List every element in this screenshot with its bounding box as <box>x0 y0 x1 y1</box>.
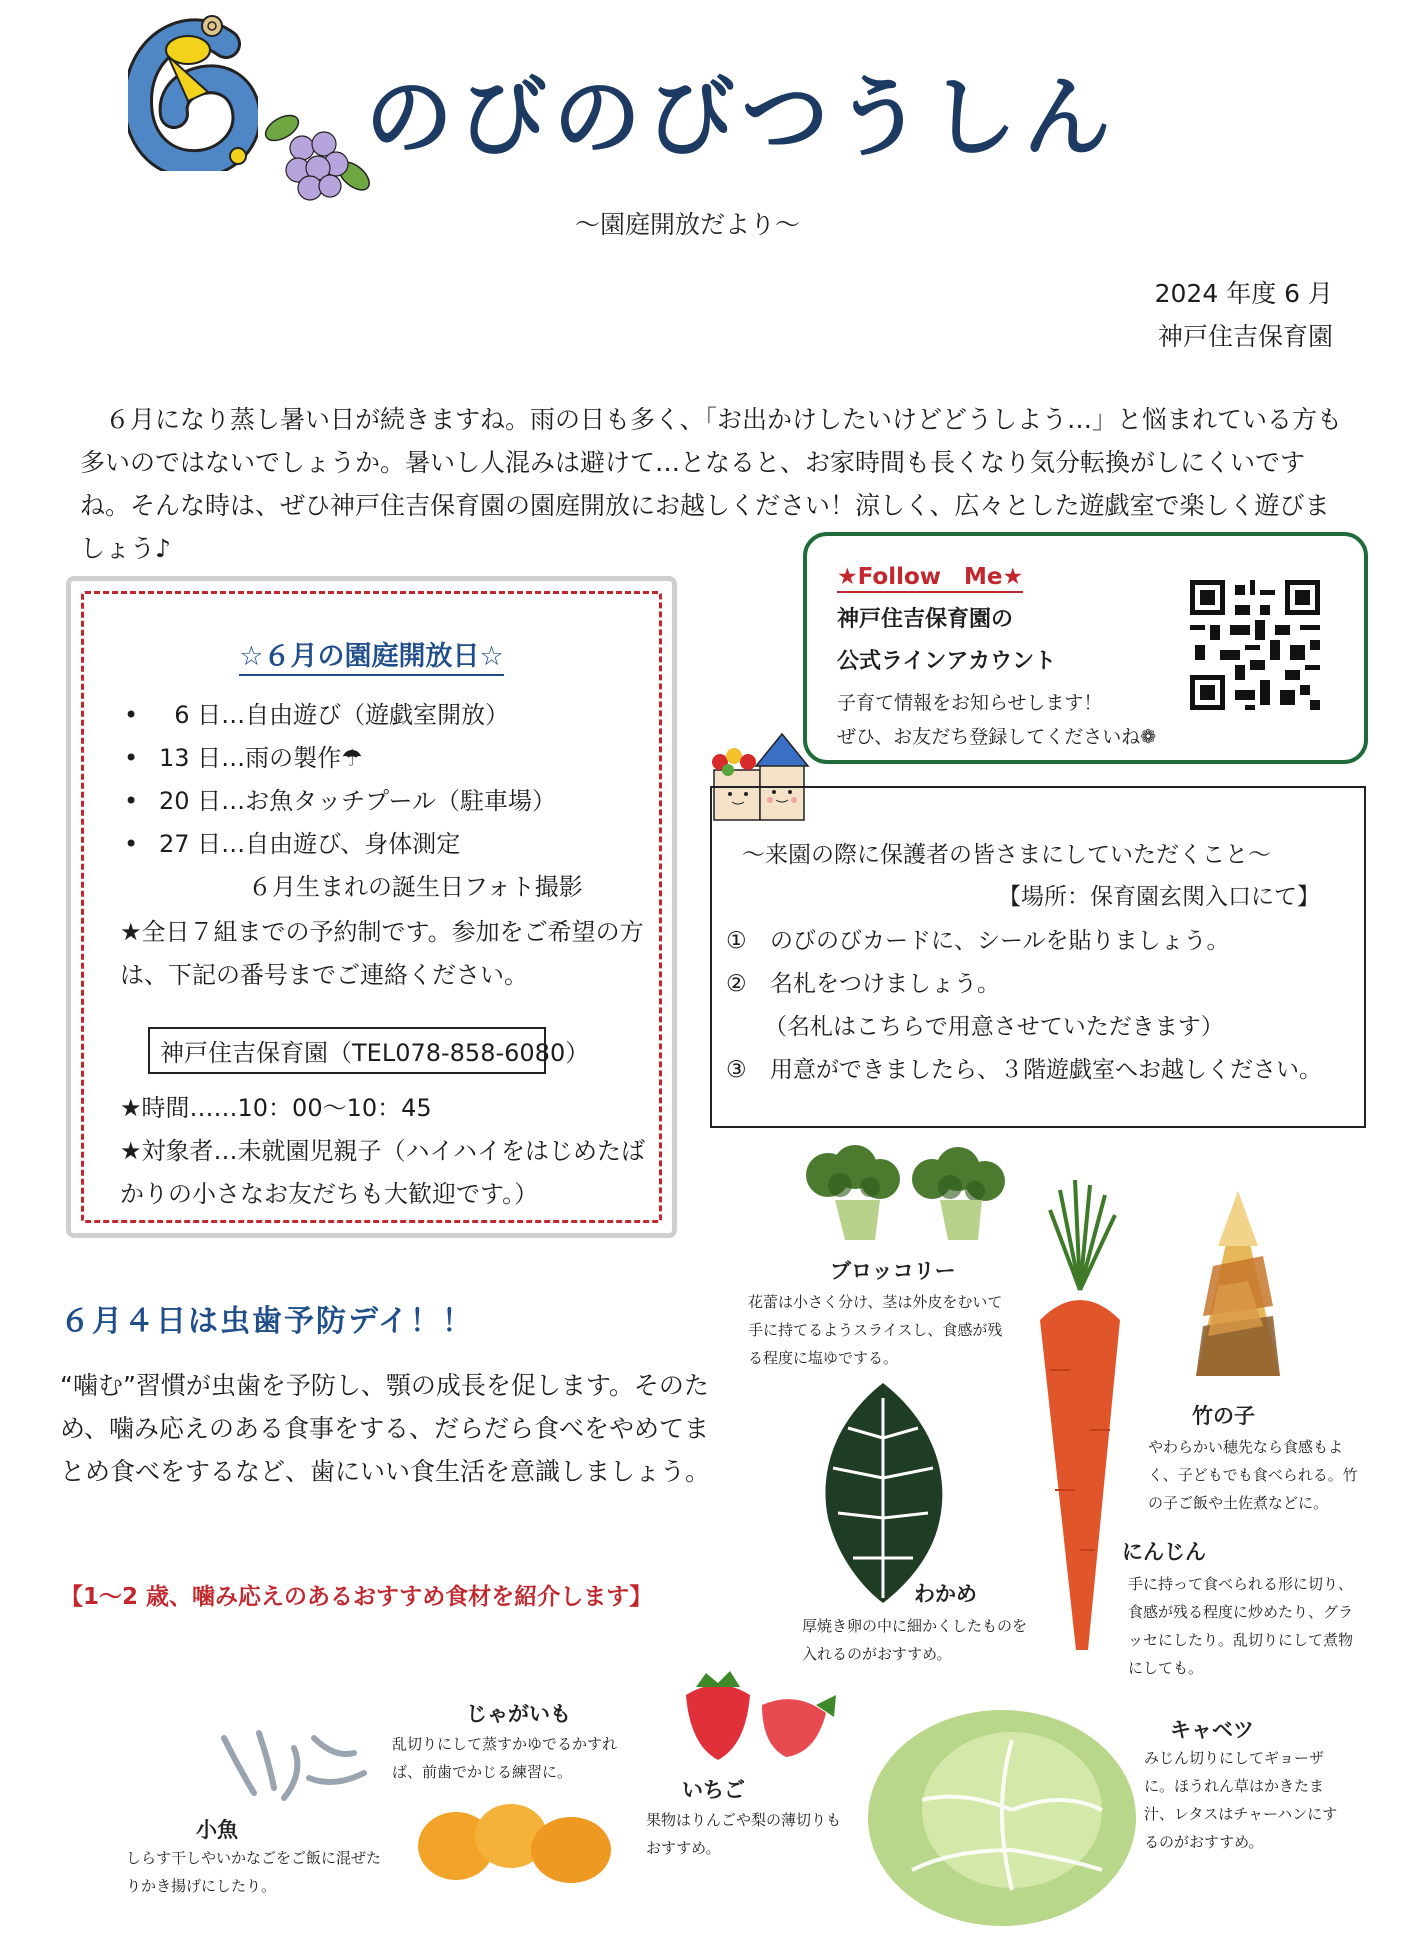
time-info: ★時間……10：00～10：45 <box>120 1094 432 1122</box>
food-name-strawberry: いちご <box>682 1778 745 1802</box>
food-name-cabbage: キャベツ <box>1170 1718 1254 1742</box>
food-desc-fish: しらす干しやいかなごをご飯に混ぜたりかき揚げにしたり。 <box>126 1849 382 1895</box>
guidelines-place: 【場所：保育園玄関入口にて】 <box>998 884 1320 910</box>
snail-six-illustration <box>128 6 258 171</box>
follow-line4: ぜひ、お友だち登録してくださいね❁ <box>837 726 1157 748</box>
schedule-item: • 20 日…お魚タッチプール（駐車場） <box>124 787 556 815</box>
schedule-item: • 6 日…自由遊び（遊戯室開放） <box>124 701 510 729</box>
schedule-item: • 13 日…雨の製作☂ <box>124 744 363 772</box>
qr-code-icon[interactable] <box>1190 580 1320 710</box>
issue-date-org <box>1155 272 1333 358</box>
guideline-item: ① のびのびカードに、シールを貼りましょう。 <box>726 928 1230 954</box>
food-desc-carrot: 手に持って食べられる形に切り、食感が残る程度に炒めたり、グラッセにしたり。乱切りにして煮物にしても。 <box>1128 1575 1354 1677</box>
broccoli-illustration <box>800 1145 1010 1250</box>
food-name-bamboo: 竹の子 <box>1192 1404 1255 1428</box>
guidelines-box <box>710 786 1366 1128</box>
food-desc-cabbage: みじん切りにしてギョーザに。ほうれん草はかきたま汁、レタスはチャーハンにするのがおすすめ。 <box>1144 1749 1338 1851</box>
strawberry-illustration <box>676 1665 846 1765</box>
food-desc-bamboo: やわらかい穂先なら食感もよく、子どもでも食べられる。竹の子ご飯や土佐煮などに。 <box>1148 1438 1358 1512</box>
food-name-carrot: にんじん <box>1122 1540 1206 1564</box>
issue-date: 2024 年度 6 月 <box>1154 279 1333 308</box>
cavity-day-text: “噛む”習慣が虫歯を予防し、顎の成長を促します。そのため、噛み応えのある食事をする、だらだら食べをやめてまとめ食べをするなど、歯にいい食生活を意識しましょう。 <box>60 1371 711 1486</box>
food-desc-wakame: 厚焼き卵の中に細かくしたものを入れるのがおすすめ。 <box>802 1617 1028 1663</box>
newsletter-title: のびのびつうしん <box>365 66 1118 169</box>
potato-illustration <box>416 1798 616 1888</box>
schedule-item: • 27 日…自由遊び、身体測定 <box>124 830 461 858</box>
schedule-title: ☆６月の園庭開放日☆ <box>84 634 659 673</box>
intro-paragraph: ６月になり蒸し暑い日が続きますね。雨の日も多く、「お出かけしたいけどどうしよう…」と悩まれている方も多いのではないでしょうか。暑いし人混みは避けて…となると、お家時間も長くなり気分転換がしにくいですね。そんな時は、ぜひ神戸住吉保育園の園庭開放にお越しください！涼しく、広々とした遊戯室で楽しく遊びましょう♪ <box>80 405 1343 563</box>
time-target-info <box>120 1087 660 1216</box>
food-name-wakame: わかめ <box>914 1582 977 1606</box>
cabbage-illustration <box>862 1700 1142 1930</box>
fish-illustration <box>214 1718 374 1808</box>
schedule-item-sub: ６月生まれの誕生日フォト撮影 <box>248 873 583 901</box>
schedule-list <box>114 694 654 909</box>
guideline-item: ② 名札をつけましょう。 <box>726 971 1000 997</box>
schedule-box <box>66 576 677 1238</box>
food-desc-broccoli: 花蕾は小さく分け、茎は外皮をむいて手に持てるようスライスし、食感が残る程度に塩ゆでする。 <box>748 1293 1003 1367</box>
phone-contact: 神戸住吉保育園（TEL078-858-6080） <box>148 1027 546 1074</box>
guideline-note: （名札はこちらで用意させていただきます） <box>764 1014 1224 1040</box>
target-info: ★対象者…未就園児親子（ハイハイをはじめたばかりの小さなお友だちも大歓迎です。） <box>120 1137 646 1208</box>
food-desc-potato: 乱切りにして蒸すかゆでるかすれば、前歯でかじる練習に。 <box>392 1735 618 1781</box>
follow-line3: 子育て情報をお知らせします！ <box>837 692 1103 714</box>
wakame-illustration <box>808 1378 958 1608</box>
schedule-inner-border <box>81 591 662 1223</box>
recommend-foods-title: 【1～2 歳、噛み応えのあるおすすめ食材を紹介します】 <box>60 1584 653 1610</box>
follow-line1: 神戸住吉保育園の <box>837 607 1014 632</box>
line-follow-box <box>803 532 1368 764</box>
guidelines-title: ～来園の際に保護者の皆さまにしていただくこと～ <box>742 842 1271 868</box>
food-name-potato: じゃがいも <box>466 1702 571 1726</box>
reservation-note: ★全日７組までの予約制です。参加をご希望の方は、下記の番号までご連絡ください。 <box>120 918 644 989</box>
food-desc-strawberry: 果物はりんごや梨の薄切りもおすすめ。 <box>646 1811 842 1857</box>
cavity-day-title: ６月４日は虫歯予防デイ！！ <box>60 1304 474 1339</box>
food-name-broccoli: ブロッコリー <box>830 1259 956 1283</box>
guideline-item: ③ 用意ができましたら、３階遊戯室へお越しください。 <box>726 1057 1322 1083</box>
organization-name: 神戸住吉保育園 <box>1157 322 1333 351</box>
food-name-fish: 小魚 <box>196 1818 238 1842</box>
follow-line2: 公式ラインアカウント <box>837 649 1057 674</box>
hydrangea-icon <box>262 106 372 216</box>
carrot-illustration <box>1020 1170 1140 1660</box>
newsletter-subtitle: ～園庭開放だより～ <box>575 210 801 239</box>
bamboo-shoot-illustration <box>1188 1186 1288 1386</box>
follow-heading: ★Follow Me★ <box>837 558 1023 593</box>
